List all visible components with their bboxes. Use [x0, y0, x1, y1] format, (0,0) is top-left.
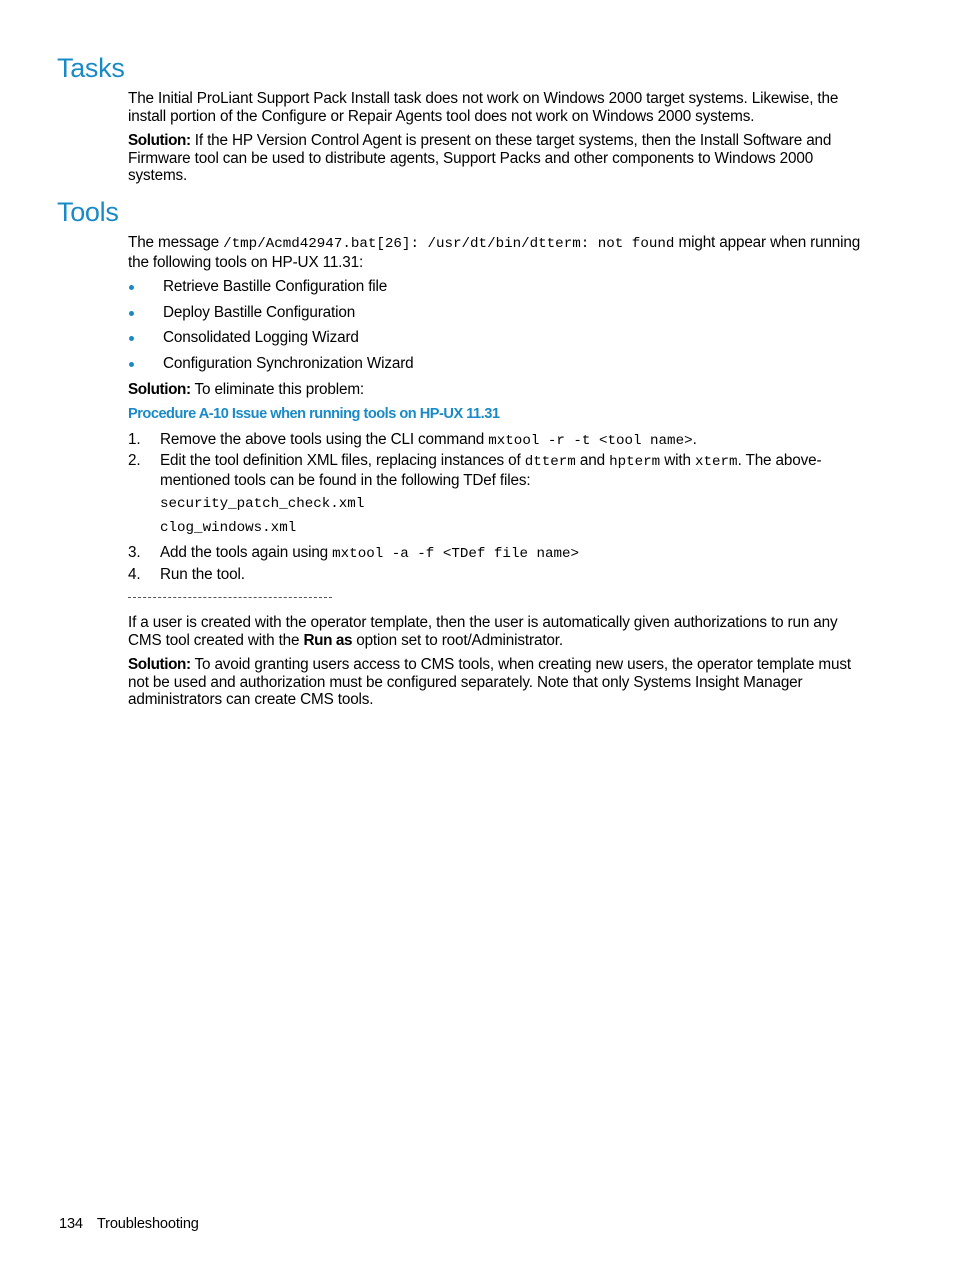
cli-command-remove: mxtool -r -t <tool name>	[488, 433, 693, 449]
list-item	[128, 303, 414, 329]
step-number: 3.	[128, 544, 141, 561]
footer-section-title: Troubleshooting	[96, 1216, 199, 1232]
section-divider	[128, 597, 332, 598]
step-text	[160, 544, 870, 564]
tasks-heading: Tasks	[57, 53, 125, 83]
procedure-step-3	[128, 544, 870, 564]
step-text: Run the tool.	[160, 566, 245, 583]
step-1-end: .	[692, 431, 697, 448]
cms-solution-text: To avoid granting users access to CMS tools, when creating new users, the operator template must not be used and authorization must be configured separately. Note that only Systems Insight Manager administrators can create CMS tools.	[128, 656, 851, 709]
step-2-text-b: and	[575, 452, 610, 469]
step-2-text-c: with	[660, 452, 695, 469]
step-3-text: Add the tools again using	[160, 544, 333, 561]
bullet-icon	[129, 311, 134, 316]
cli-command-add: mxtool -a -f <TDef file name>	[332, 546, 580, 562]
tools-bullet-list	[128, 277, 414, 379]
procedure-step-1	[128, 431, 870, 451]
step-2-text-d: . The above-mentioned tools can be found in the following TDef files:	[160, 452, 822, 489]
bullet-icon	[129, 285, 134, 290]
tdef-file-clog: clog_windows.xml	[160, 520, 297, 536]
step-2-text-a: Edit the tool definition XML files, replacing instances of	[160, 452, 525, 469]
solution-label: Solution:	[128, 656, 191, 673]
cms-paragraph	[128, 614, 870, 649]
procedure-step-4	[128, 566, 870, 584]
bullet-icon	[129, 336, 134, 341]
tools-heading: Tools	[57, 197, 119, 227]
tools-solution	[128, 381, 870, 399]
message-suffix: might appear when running the following tools on HP-UX 11.31:	[128, 234, 861, 271]
cms-solution	[128, 656, 870, 709]
tdef-file-security: security_patch_check.xml	[160, 496, 365, 512]
step-number: 4.	[128, 566, 141, 583]
list-item-text: Deploy Bastille Configuration	[163, 303, 356, 321]
tools-message-paragraph	[128, 234, 870, 271]
code-hpterm: hpterm	[609, 454, 661, 470]
procedure-step-2	[128, 452, 870, 489]
list-item	[128, 354, 414, 380]
page-number: 134	[59, 1216, 83, 1232]
solution-label: Solution:	[128, 132, 191, 149]
step-1-text: Remove the above tools using the CLI command	[160, 431, 489, 448]
step-text	[160, 431, 870, 451]
cms-text-a: If a user is created with the operator template, then the user is automatically given authorizations to run any CMS tool created with the	[128, 614, 838, 649]
code-xterm: xterm	[695, 454, 738, 470]
procedure-title: Procedure A-10 Issue when running tools on HP-UX 11.31	[128, 406, 500, 422]
error-message-code: /tmp/Acmd42947.bat[26]: /usr/dt/bin/dtterm: not found	[223, 236, 675, 252]
tools-solution-text: To eliminate this problem:	[190, 381, 365, 398]
step-text	[160, 452, 870, 489]
list-item	[128, 277, 414, 303]
bullet-icon	[129, 362, 134, 367]
page-footer	[59, 1215, 199, 1233]
message-prefix: The message	[128, 234, 224, 251]
list-item-text: Consolidated Logging Wizard	[163, 329, 359, 347]
list-item-text: Configuration Synchronization Wizard	[163, 354, 414, 372]
step-number: 2.	[128, 452, 141, 469]
solution-label: Solution:	[128, 381, 191, 398]
tasks-paragraph-text: The Initial ProLiant Support Pack Install task does not work on Windows 2000 target systems. Likewise, the install portion of the Configure or Repair Agents tool does not work on Windows 2000 systems.	[128, 90, 839, 125]
run-as-label: Run as	[303, 631, 353, 649]
tasks-solution-text: If the HP Version Control Agent is present on these target systems, then the Install Software and Firmware tool can be used to distribute agents, Support Packs and other components to Windows 2000 systems.	[128, 132, 832, 185]
list-item-text: Retrieve Bastille Configuration file	[163, 278, 388, 295]
cms-text-b: option set to root/Administrator.	[352, 631, 563, 649]
tasks-solution	[128, 132, 870, 185]
step-number: 1.	[128, 431, 141, 448]
list-item	[128, 328, 414, 354]
tasks-paragraph	[128, 90, 870, 125]
code-dtterm: dtterm	[524, 454, 576, 470]
